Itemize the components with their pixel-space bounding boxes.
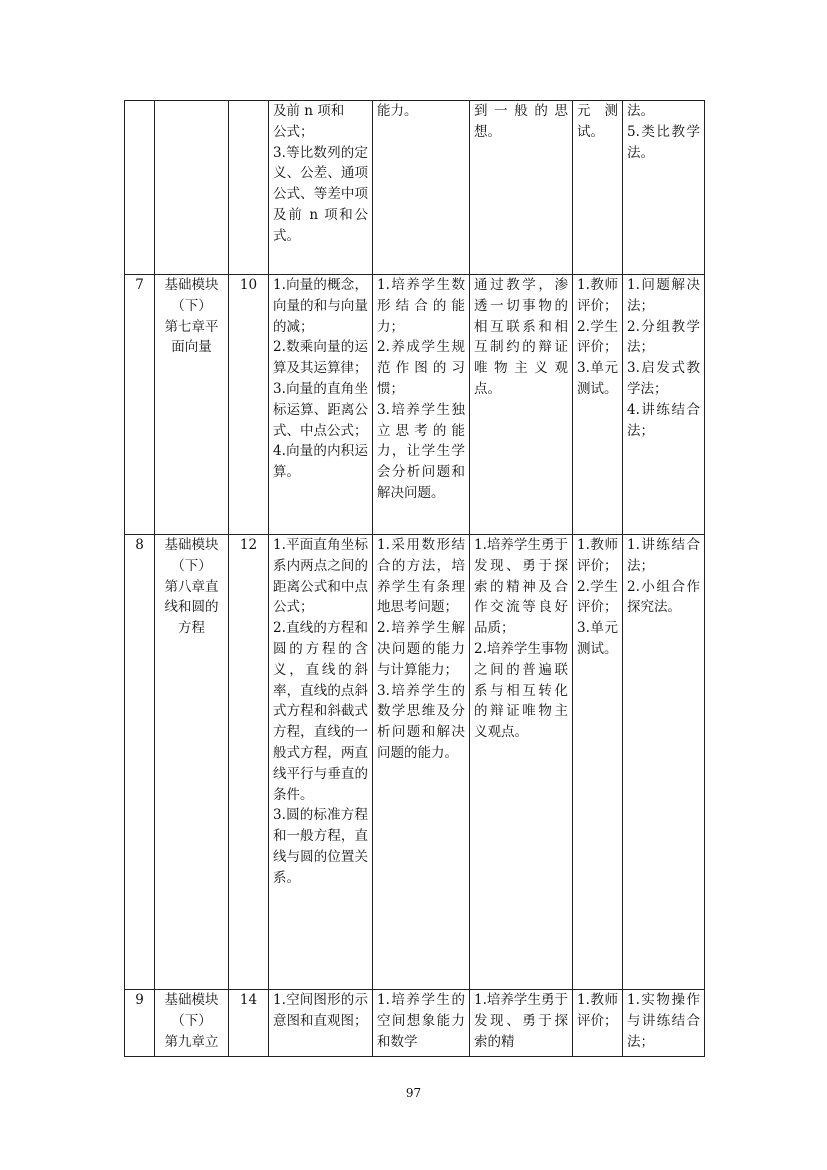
hours-cell: 14 [229, 990, 269, 1057]
ability-cell: 1.采用数形结合的方法，培养学生有条理地思考问题； 2.培养学生解决问题的能力与计算能力； 3.培养学生的数学思维及分析问题和解决问题的能力。 [373, 535, 470, 990]
method-cell: 法。 5.类比教学法。 [623, 101, 705, 275]
method-cell: 1.讲练结合法； 2.小组合作探究法。 [623, 535, 705, 990]
table-row [125, 275, 705, 535]
module-cell: 基础模块 （下） 第七章平面向量 [155, 275, 229, 535]
method-cell: 1.问题解决法； 2.分组教学法； 3.启发式教学法； 4.讲练结合法； [623, 275, 705, 535]
quality-cell: 1.培养学生勇于发现、勇于探索的精 [470, 990, 573, 1057]
table-row [125, 535, 705, 990]
hours-cell: 10 [229, 275, 269, 535]
page-number: 97 [405, 1086, 422, 1100]
content-cell: 1.空间图形的示意图和直观图； [269, 990, 373, 1057]
content-cell: 1.向量的概念，向量的和与向量的减； 2.数乘向量的运算及其运算律； 3.向量的直角坐标运算、距离公式、中点公式； 4.向量的内积运算。 [269, 275, 373, 535]
quality-cell: 到一般的思想。 [470, 101, 573, 275]
evaluation-cell: 1.教师评价； [573, 990, 623, 1057]
evaluation-cell: 元测试。 [573, 101, 623, 275]
syllabus-table [124, 100, 705, 1057]
module-cell: 基础模块 （下） 第八章直线和圆的方程 [155, 535, 229, 990]
ability-cell: 能力。 [373, 101, 470, 275]
module-cell: 基础模块 （下） 第九章立 [155, 990, 229, 1057]
table-row [125, 990, 705, 1057]
ability-cell: 1.培养学生数形结合的能力； 2.养成学生规范作图的习惯； 3.培养学生独立思考的能力，让学生学会分析问题和解决问题。 [373, 275, 470, 535]
content-cell: 1.平面直角坐标系内两点之间的距离公式和中点公式； 2.直线的方程和圆的方程的含义，直线的斜率，直线的点斜式方程和斜截式方程，直线的一般式方程，两直线平行与垂直的条件。 3.圆的标准方程和一般方程，直线与圆的位置关系。 [269, 535, 373, 990]
quality-cell: 通过教学，渗透一切事物的相互联系和相互制约的辩证唯物主义观点。 [470, 275, 573, 535]
content-cell: 及前 n 项和 公式； 3.等比数列的定义、公差、通项公式、等差中项及前 n 项和公式。 [269, 101, 373, 275]
quality-cell: 1.培养学生勇于发现、勇于探索的精神及合作交流等良好品质； 2.培养学生事物之间的普遍联系与相互转化的辩证唯物主义观点。 [470, 535, 573, 990]
ability-cell: 1.培养学生的空间想象能力和数学 [373, 990, 470, 1057]
row-number: 8 [125, 535, 155, 990]
table-row [125, 101, 705, 275]
row-number: 7 [125, 275, 155, 535]
module-cell [155, 101, 229, 275]
evaluation-cell: 1.教师评价； 2.学生评价； 3.单元测试。 [573, 535, 623, 990]
hours-cell: 12 [229, 535, 269, 990]
evaluation-cell: 1.教师评价； 2.学生评价； 3.单元测试。 [573, 275, 623, 535]
method-cell: 1.实物操作与讲练结合法； [623, 990, 705, 1057]
row-number: 9 [125, 990, 155, 1057]
hours-cell [229, 101, 269, 275]
row-number [125, 101, 155, 275]
